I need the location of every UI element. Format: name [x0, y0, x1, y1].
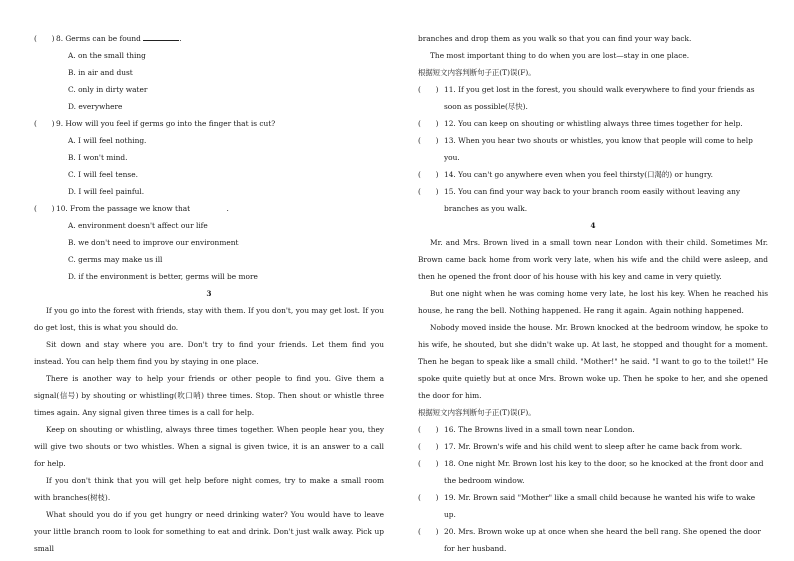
question-text: 18. One night Mr. Brown lost his key to the door, so he knocked at the front door and the bedroom window.: [444, 459, 764, 485]
option-b: B. we don't need to improve our environment: [68, 238, 239, 247]
passage-paragraph: There is another way to help your friends or other people to find you. Give them a signal(信号) by shouting or whistling(吹口哨) three times. Stop. Then shout or whistle three times again. Any signal given three times is a call for help.: [34, 374, 384, 417]
question-text: 8. Germs can be found: [56, 34, 141, 43]
tf-question-15: [418, 183, 768, 217]
passage-paragraph: The most important thing to do when you are lost—stay in one place.: [430, 51, 690, 60]
option-b: B. in air and dust: [68, 68, 133, 77]
instruction: 根据短文内容判断句子正(T)误(F)。: [418, 68, 536, 77]
question-10: [34, 200, 384, 217]
question-text: 14. You can't go anywhere even when you feel thirsty(口渴的) or hungry.: [444, 170, 713, 179]
question-suffix: .: [226, 204, 229, 213]
tf-question-11: [418, 81, 768, 115]
section-number: 4: [590, 221, 596, 230]
answer-paren[interactable]: ( ): [418, 527, 439, 536]
tf-question-12: [418, 115, 768, 132]
tf-question-17: [418, 438, 768, 455]
passage-paragraph: If you don't think that you will get help before night comes, try to make a small room with branches(树枝).: [34, 476, 384, 502]
question-text: 11. If you get lost in the forest, you should walk everywhere to find your friends as soon as possible(尽快).: [444, 85, 755, 111]
answer-paren[interactable]: ( ): [34, 119, 55, 128]
tf-question-19: [418, 489, 768, 523]
option-c: C. only in dirty water: [68, 85, 148, 94]
left-column: [34, 30, 384, 557]
question-9: [34, 115, 384, 132]
question-text: 17. Mr. Brown's wife and his child went to sleep after he came back from work.: [444, 442, 743, 451]
passage-paragraph: Mr. and Mrs. Brown lived in a small town near London with their child. Sometimes Mr. Brown came back home from work very late, when his wife and the child were asleep, and then he opened the front door of his house with his key and came in very quietly.: [418, 238, 768, 281]
option-a: A. on the small thing: [68, 51, 146, 60]
question-8: [34, 30, 384, 47]
passage-paragraph: But one night when he was coming home very late, he lost his key. When he reached his house, he rang the bell. Nothing happened. He rang it again. Again nothing happened.: [418, 289, 768, 315]
question-text: 9. How will you feel if germs go into the finger that is cut?: [56, 119, 276, 128]
answer-paren[interactable]: ( ): [418, 187, 439, 196]
question-text: 16. The Browns lived in a small town near London.: [444, 425, 635, 434]
option-a: A. environment doesn't affect our life: [68, 221, 208, 230]
answer-paren[interactable]: ( ): [418, 85, 439, 94]
tf-question-18: [418, 455, 768, 489]
answer-paren[interactable]: ( ): [418, 459, 439, 468]
question-text: 19. Mr. Brown said "Mother" like a small child because he wanted his wife to wake up.: [444, 493, 756, 519]
tf-question-20: [418, 523, 768, 557]
answer-paren[interactable]: ( ): [418, 170, 439, 179]
option-c: C. germs may make us ill: [68, 255, 163, 264]
passage-paragraph: Keep on shouting or whistling, always three times together. When people hear you, they will give two shouts or two whistles. When a signal is given twice, it is an answer to a call for help.: [34, 425, 384, 468]
option-d: D. everywhere: [68, 102, 123, 111]
option-b: B. I won't mind.: [68, 153, 128, 162]
question-text: 10. From the passage we know that: [56, 204, 191, 213]
passage-continuation: branches and drop them as you walk so that you can find your way back.: [418, 34, 692, 43]
option-d: D. if the environment is better, germs will be more: [68, 272, 258, 281]
instruction: 根据短文内容判断句子正(T)误(F)。: [418, 408, 536, 417]
passage-paragraph: If you go into the forest with friends, stay with them. If you don't, you may get lost. If you do get lost, this is what you should do.: [34, 306, 384, 332]
answer-blank[interactable]: [143, 31, 182, 43]
answer-paren[interactable]: ( ): [418, 493, 439, 502]
section-number: 3: [206, 289, 212, 298]
passage-paragraph: Sit down and stay where you are. Don't try to find your friends. Let them find you instead. You can help them find you by staying in one place.: [34, 340, 384, 366]
question-text: 13. When you hear two shouts or whistles, you know that people will come to help you.: [444, 136, 753, 162]
answer-paren[interactable]: ( ): [34, 204, 55, 213]
passage-paragraph: What should you do if you get hungry or need drinking water? You would have to leave your little branch room to look for something to eat and drink. Don't just walk away. Pick up small: [34, 510, 384, 553]
answer-paren[interactable]: ( ): [34, 34, 55, 43]
tf-question-13: [418, 132, 768, 166]
question-suffix: .: [179, 34, 182, 43]
tf-question-14: [418, 166, 768, 183]
answer-paren[interactable]: ( ): [418, 136, 439, 145]
answer-paren[interactable]: ( ): [418, 119, 439, 128]
right-column: [418, 30, 768, 557]
tf-question-16: [418, 421, 768, 438]
option-c: C. I will feel tense.: [68, 170, 138, 179]
answer-paren[interactable]: ( ): [418, 442, 439, 451]
option-a: A. I will feel nothing.: [68, 136, 147, 145]
question-text: 12. You can keep on shouting or whistling always three times together for help.: [444, 119, 743, 128]
question-text: 15. You can find your way back to your branch room easily without leaving any branches as you walk.: [444, 187, 741, 213]
question-text: 20. Mrs. Brown woke up at once when she heard the bell rang. She opened the door for her husband.: [444, 527, 761, 553]
option-d: D. I will feel painful.: [68, 187, 145, 196]
answer-paren[interactable]: ( ): [418, 425, 439, 434]
passage-paragraph: Nobody moved inside the house. Mr. Brown knocked at the bedroom window, he spoke to his wife, he shouted, but she didn't wake up. At last, he stopped and thought for a moment. Then he began to speak like a small child. "Mother!" he said. "I want to go to the toilet!" He spoke quite quietly but at once Mrs. Brown woke up. Then he spoke to her, and she opened the door for him.: [418, 323, 768, 400]
